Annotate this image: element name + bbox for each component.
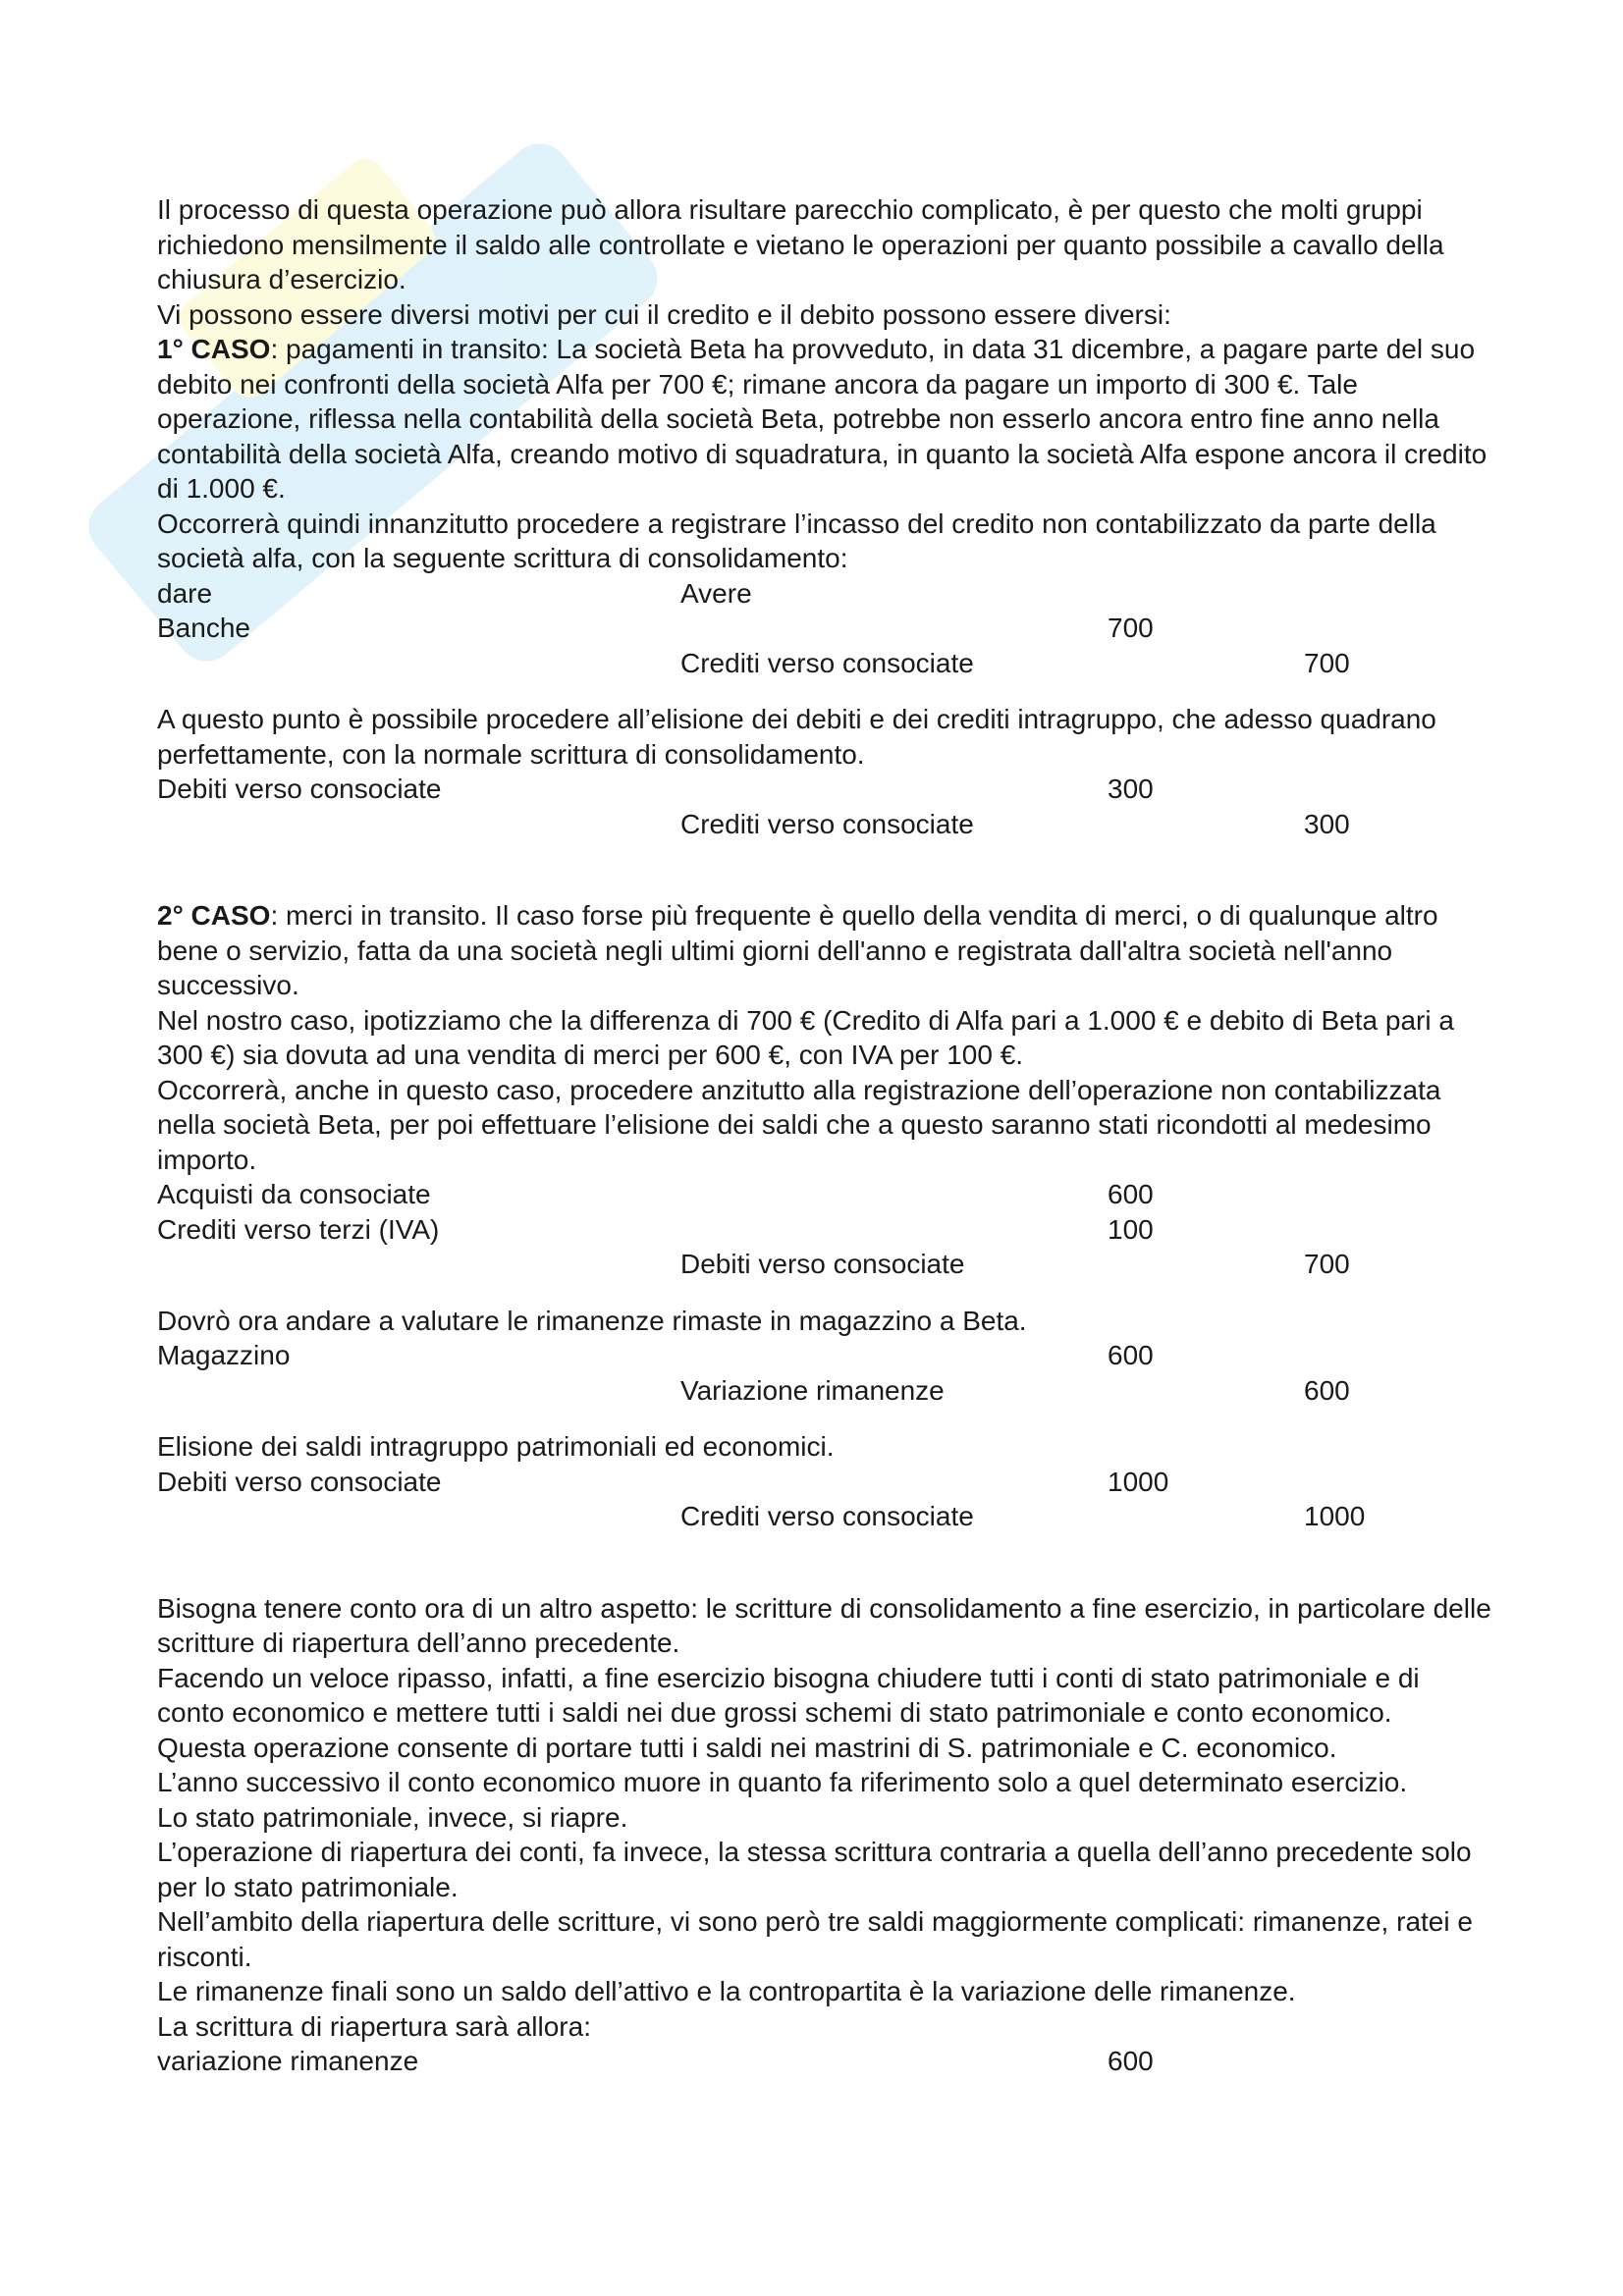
journal-row: Crediti verso consociate 300 (680, 808, 1350, 839)
closing-paragraph: Bisogna tenere conto ora di un altro aspetto: le scritture di consolidamento a fine esercizio, in particolare delle scritture di riapertura dell’anno precedente. (157, 1592, 1491, 1658)
journal-row: Crediti verso terzi (IVA) 100 (157, 1213, 1154, 1245)
journal-entry (157, 1338, 1492, 1408)
closing-paragraph: Facendo un veloce ripasso, infatti, a fine esercizio bisogna chiudere tutti i conti di stato patrimoniale e di conto economico e mettere tutti i saldi nei due grossi schemi di stato patrimoniale e conto economico. (157, 1662, 1420, 1728)
journal-row: Variazione rimanenze 600 (680, 1374, 1350, 1406)
journal-row: Banche 700 (157, 613, 1154, 643)
caso1-paragraph: A questo punto è possibile procedere all’elisione dei debiti e dei crediti intragruppo, che adesso quadrano perfettamente, con la normale scrittura di consolidamento. (157, 704, 1436, 770)
closing-paragraph: L’anno successivo il conto economico muore in quanto fa riferimento solo a quel determinato esercizio. (157, 1767, 1408, 1797)
journal-entry (157, 576, 1492, 681)
journal-entry (157, 1465, 1492, 1534)
caso2-paragraph: Occorrerà, anche in questo caso, procedere anzitutto alla registrazione dell’operazione non contabilizzata nella società Beta, per poi effettuare l’elisione dei saldi che a questo saranno stati ricondotti al medesimo importo. (157, 1074, 1441, 1175)
closing-paragraph: Questa operazione consente di portare tutti i saldi nei mastrini di S. patrimoniale e C. economico. (157, 1732, 1337, 1763)
document-body (157, 192, 1492, 2079)
closing-paragraph: Le rimanenze finali sono un saldo dell’attivo e la contropartita è la variazione delle rimanenze. (157, 1976, 1296, 2006)
journal-row: Magazzino 600 (157, 1340, 1154, 1370)
caso1-label: 1° CASO (157, 334, 271, 364)
journal-row: dare Avere (157, 577, 752, 609)
journal-row: Acquisti da consociate 600 (157, 1179, 1154, 1209)
journal-row: Debiti verso consociate 700 (680, 1249, 1350, 1279)
caso2-paragraph: Dovrò ora andare a valutare le rimanenze rimaste in magazzino a Beta. (157, 1305, 1027, 1336)
closing-paragraph: La scrittura di riapertura sarà allora: (157, 2010, 591, 2042)
journal-row: Debiti verso consociate 300 (157, 774, 1154, 804)
closing-paragraph: L’operazione di riapertura dei conti, fa invece, la stessa scrittura contraria a quella dell’anno precedente solo per lo stato patrimoniale. (157, 1837, 1472, 1902)
closing-paragraph: Nell’ambito della riapertura delle scritture, vi sono però tre saldi maggiormente complicati: rimanenze, ratei e risconti. (157, 1906, 1473, 1972)
caso1-paragraph: 1° CASO: pagamenti in transito: La società Beta ha provveduto, in data 31 dicembre, a pagare parte del suo debito nei confronti della società Alfa per 700 €; rimane ancora da pagare un importo di 300 €. Tale operazione, riflessa nella contabilità della società Beta, potrebbe non esserlo ancora entro fine anno nella contabilità della società Alfa, creando motivo di squadratura, in quanto la società Alfa espone ancora il credito di 1.000 €. (157, 334, 1488, 504)
caso2-label: 2° CASO (157, 900, 271, 931)
journal-entry (157, 1177, 1492, 1282)
journal-row: Debiti verso consociate 1000 (157, 1466, 1169, 1497)
closing-section (157, 1591, 1492, 2045)
intro-paragraph: Il processo di questa operazione può allora risultare parecchio complicato, è per questo che molti gruppi richiedono mensilmente il saldo alle controllate e vietano le operazioni per quanto possibile a cavallo della chiusura d’esercizio. (157, 194, 1444, 294)
journal-row: Crediti verso consociate 700 (680, 647, 1350, 678)
journal-entry (157, 772, 1492, 841)
caso2-paragraph: Nel nostro caso, ipotizziamo che la differenza di 700 € (Credito di Alfa pari a 1.000 € e debito di Beta pari a 300 €) sia dovuta ad una vendita di merci per 600 €, con IVA per 100 €. (157, 1004, 1454, 1070)
closing-paragraph: Lo stato patrimoniale, invece, si riapre. (157, 1801, 628, 1833)
journal-row: Crediti verso consociate 1000 (680, 1501, 1366, 1531)
caso2-paragraph: Elisione dei saldi intragruppo patrimoniali ed economici. (157, 1431, 835, 1462)
intro-paragraph: Vi possono essere diversi motivi per cui il credito e il debito possono essere diversi: (157, 298, 1171, 330)
journal-row: variazione rimanenze 600 (157, 2046, 1154, 2076)
caso2-paragraph: 2° CASO: merci in transito. Il caso forse più frequente è quello della vendita di merci, o di qualunque altro bene o servizio, fatta da una società negli ultimi giorni dell'anno e registrata dall'altra società nell'anno successivo. (157, 900, 1438, 1000)
caso1-paragraph: Occorrerà quindi innanzitutto procedere a registrare l’incasso del credito non contabilizzato da parte della società alfa, con la seguente scrittura di consolidamento: (157, 507, 1436, 573)
